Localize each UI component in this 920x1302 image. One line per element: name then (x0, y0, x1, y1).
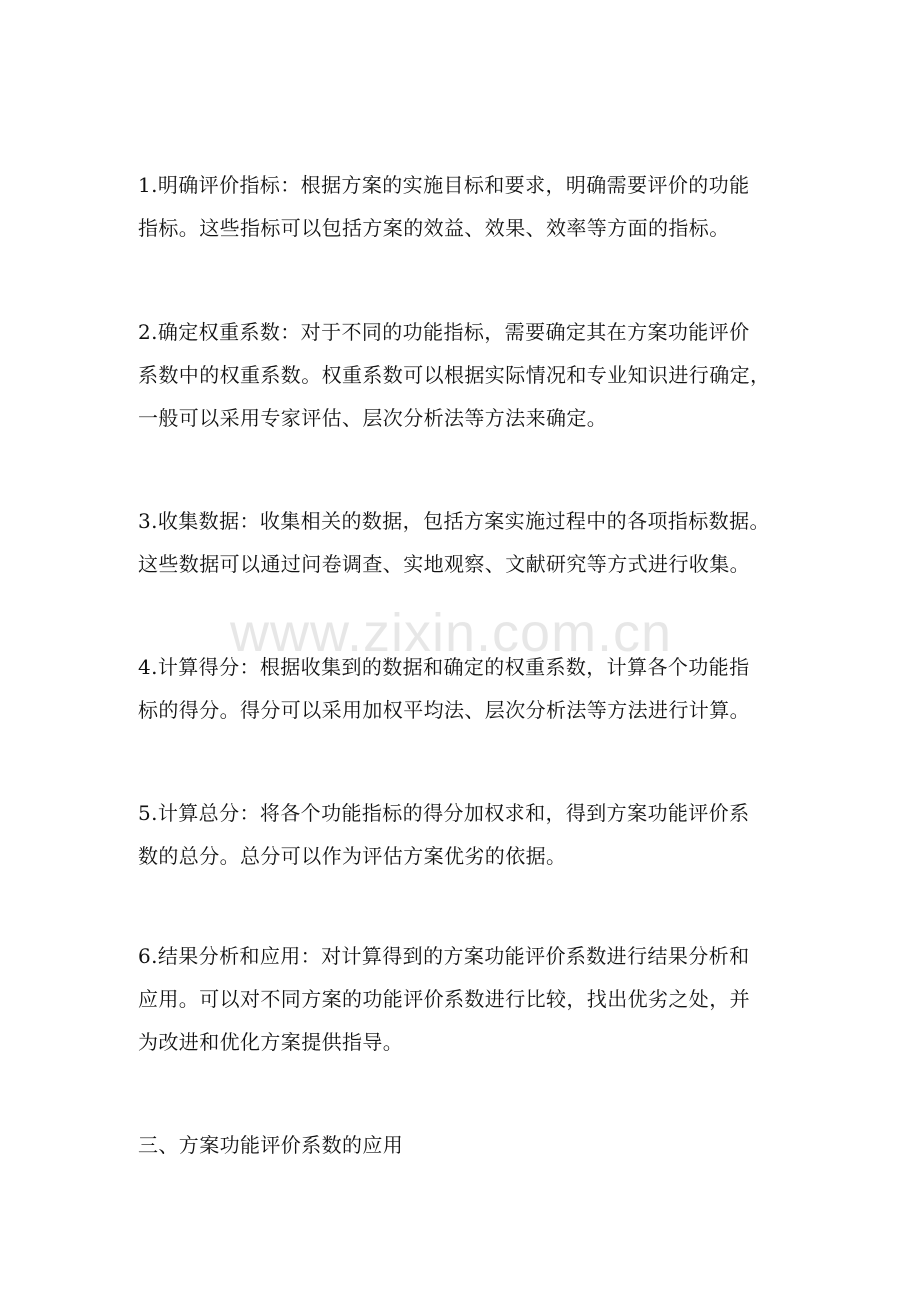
paragraph-line: 4.计算得分：根据收集到的数据和确定的权重系数，计算各个功能指 (138, 655, 750, 679)
paragraph-step-2 (138, 311, 788, 440)
section-heading: 三、方案功能评价系数的应用 (138, 1133, 404, 1157)
paragraph-step-5 (138, 792, 788, 878)
paragraph-line: 1.明确评价指标：根据方案的实施目标和要求，明确需要评价的功能 (138, 173, 750, 197)
paragraph-step-3 (138, 500, 788, 586)
paragraph-step-1 (138, 164, 788, 250)
paragraph-line: 系数中的权重系数。权重系数可以根据实际情况和专业知识进行确定， (138, 363, 771, 387)
paragraph-line: 指标。这些指标可以包括方案的效益、效果、效率等方面的指标。 (138, 216, 730, 240)
paragraph-step-6 (138, 935, 788, 1064)
paragraph-line: 3.收集数据：收集相关的数据，包括方案实施过程中的各项指标数据。 (138, 509, 770, 533)
paragraph-line: 应用。可以对不同方案的功能评价系数进行比较，找出优劣之处，并 (138, 987, 750, 1011)
paragraph-line: 为改进和优化方案提供指导。 (138, 1030, 404, 1054)
paragraph-line: 5.计算总分：将各个功能指标的得分加权求和，得到方案功能评价系 (138, 801, 750, 825)
paragraph-line: 6.结果分析和应用：对计算得到的方案功能评价系数进行结果分析和 (138, 944, 750, 968)
paragraph-line: 一般可以采用专家评估、层次分析法等方法来确定。 (138, 406, 608, 430)
paragraph-step-4 (138, 646, 788, 732)
paragraph-line: 2.确定权重系数：对于不同的功能指标，需要确定其在方案功能评价 (138, 320, 750, 344)
watermark: www.zixin.com.cn (230, 603, 673, 663)
paragraph-line: 标的得分。得分可以采用加权平均法、层次分析法等方法进行计算。 (138, 698, 750, 722)
paragraph-line: 这些数据可以通过问卷调查、实地观察、文献研究等方式进行收集。 (138, 552, 750, 576)
paragraph-line: 数的总分。总分可以作为评估方案优劣的依据。 (138, 844, 567, 868)
